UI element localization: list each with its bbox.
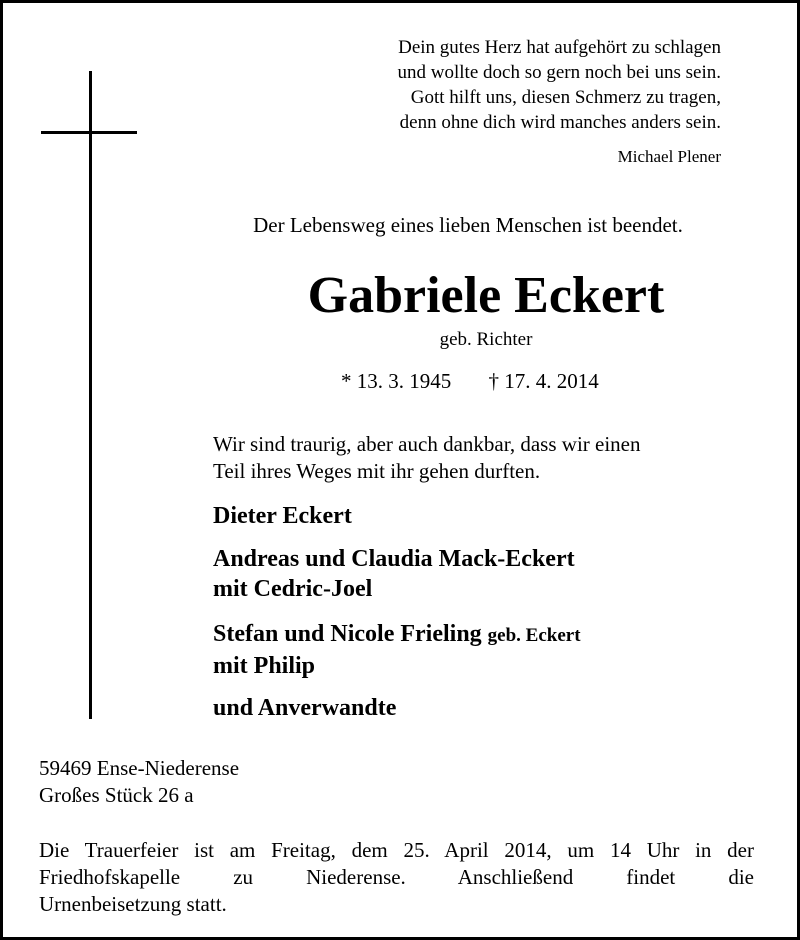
thanks-line: Wir sind traurig, aber auch dankbar, dass wir einen (213, 432, 641, 456)
poem-line: denn ohne dich wird manches anders sein. (399, 112, 721, 133)
mourner-birth-name: geb. Eckert (487, 625, 581, 646)
poem-line: Gott hilft uns, diesen Schmerz zu tragen, (410, 87, 721, 108)
birth-name: geb. Richter (439, 329, 533, 350)
funeral-line: Friedhofskapelle zu Niederense. Anschließend findet die (39, 865, 754, 889)
address (39, 755, 239, 809)
poem-line: Dein gutes Herz hat aufgehört zu schlagen (398, 37, 721, 58)
mourner-andreas (213, 544, 575, 604)
mourner-relatives: und Anverwandte (213, 695, 397, 721)
address-city: 59469 Ense-Niederense (39, 756, 240, 780)
mourner-line: mit Cedric-Joel (213, 576, 373, 602)
mourner-dieter: Dieter Eckert (213, 503, 352, 529)
poem (398, 35, 721, 135)
address-street: Großes Stück 26 a (39, 783, 194, 807)
life-dates (341, 369, 599, 394)
cross-icon-vertical-beam (89, 71, 92, 719)
intro-text: Der Lebensweg eines lieben Menschen ist beendet. (253, 213, 683, 237)
death-date: † 17. 4. 2014 (488, 369, 599, 393)
cross-icon-horizontal-beam (41, 131, 137, 134)
thanks-line: Teil ihres Weges mit ihr gehen durften. (213, 459, 541, 483)
mourner-line: mit Philip (213, 653, 316, 679)
funeral-line: Die Trauerfeier ist am Freitag, dem 25. April 2014, um 14 Uhr in der (39, 838, 754, 862)
funeral-line: Urnenbeisetzung statt. (39, 892, 227, 916)
poem-line: und wollte doch so gern noch bei uns sein. (397, 62, 721, 83)
funeral-info (39, 837, 754, 918)
deceased-name: Gabriele Eckert (307, 267, 665, 324)
thanks-text (213, 431, 641, 485)
birth-date: * 13. 3. 1945 (341, 369, 452, 393)
mourner-line (213, 619, 581, 651)
mourner-stefan (213, 619, 581, 681)
poem-author: Michael Plener (617, 147, 721, 166)
mourner-line: Andreas und Claudia Mack-Eckert (213, 546, 575, 572)
mourner-names: Stefan und Nicole Frieling (213, 621, 482, 647)
